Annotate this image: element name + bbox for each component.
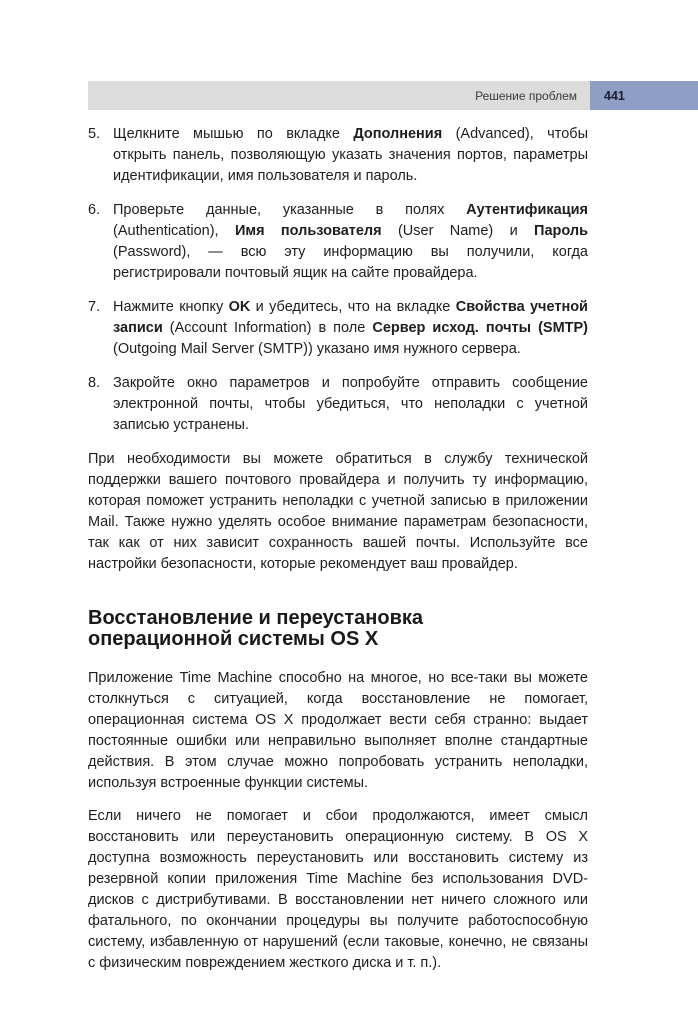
list-text: (Advanced), чтобы открыть панель, позволяющую указать значения портов, параметры идентификации, имя пользователя и пароль. [113, 126, 588, 184]
list-item-8 [88, 373, 588, 436]
list-bold-term: Пароль [534, 223, 588, 239]
list-item-5 [88, 124, 588, 187]
list-text: (User Name) и [381, 223, 535, 239]
page-body [88, 124, 588, 986]
running-header [88, 81, 698, 110]
list-bold-term: OK [228, 299, 251, 315]
page-number: 441 [604, 88, 625, 103]
paragraph-reinstall: Если ничего не помогает и сбои продолжаются, имеет смысл восстановить или переустановить операционную систему. В OS X доступна возможность переустановить или восстановить систему из резервной копии приложения Time Machine без использования DVD-дисков с дистрибутивами. В восстановлении нет ничего сложного или фатального, по окончании процедуры вы получите работоспособную систему, избавленную от нарушений (если таковые, конечно, не связаны с физическим повреждением жесткого диска и т. п.). [88, 808, 588, 971]
section-heading-line1: Восстановление и переустановка [88, 607, 424, 629]
section-heading-line2: операционной системы OS X [88, 628, 379, 650]
page-number-box [590, 81, 698, 110]
list-text: Щелкните мышью по вкладке [113, 126, 354, 142]
paragraph-support: При необходимости вы можете обратиться в службу технической поддержки вашего почтового провайдера и получить ту информацию, которая поможет устранить неполадки с учетной записью в приложении Mail. Также нужно уделять особое внимание параметрам безопасности, так как от них зависит сохранность вашей почты. Используйте все настройки безопасности, которые рекомендует ваш провайдер. [88, 451, 588, 572]
header-section-title: Решение проблем [475, 88, 577, 103]
list-item-6 [88, 200, 588, 284]
list-bold-term: Аутентификация [466, 202, 588, 218]
list-text: Закройте окно параметров и попробуйте отправить сообщение электронной почты, чтобы убедиться, что неполадки с учетной записью устранены. [113, 375, 588, 433]
list-text: (Authentication), [113, 223, 235, 239]
list-bold-term: Свойства учетной записи [113, 299, 588, 336]
numbered-steps [88, 124, 588, 436]
paragraph-time-machine: Приложение Time Machine способно на многое, но все-таки вы можете столкнуться с ситуацией, когда восстановление не помогает, операционная система OS X продолжает вести себя странно: выдает постоянные ошибки или неправильно выполняет вполне стандартные действия. В этом случае можно попробовать устранить неполадки, используя встроенные функции системы. [88, 670, 588, 791]
list-text: и убедитесь, что на вкладке [250, 299, 456, 315]
list-text: (Account Information) в поле [162, 320, 373, 336]
list-text: (Password), — всю эту информацию вы получили, когда регистрировали почтовый ящик на сайте провайдера. [113, 244, 588, 281]
list-item-7 [88, 297, 588, 360]
list-text: Нажмите кнопку [113, 299, 229, 315]
list-number: 8. [88, 375, 101, 391]
section-heading [88, 608, 588, 650]
list-number: 7. [88, 299, 101, 315]
list-bold-term: Имя пользователя [234, 223, 382, 239]
list-number: 5. [88, 126, 101, 142]
list-number: 6. [88, 202, 101, 218]
list-bold-term: Дополнения [353, 126, 443, 142]
list-text: Проверьте данные, указанные в полях [113, 202, 467, 218]
list-bold-term: Сервер исход. почты (SMTP) [372, 320, 588, 336]
list-text: (Outgoing Mail Server (SMTP)) указано имя нужного сервера. [113, 341, 521, 357]
